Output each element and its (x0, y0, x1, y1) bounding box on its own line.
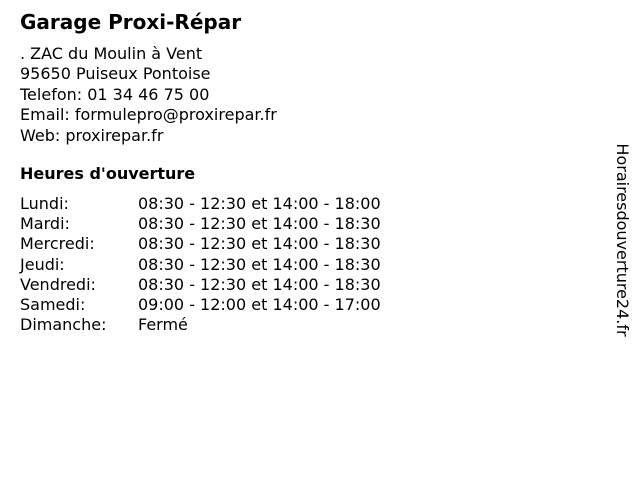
web-line: Web: proxirepar.fr (20, 125, 164, 145)
hours-row-tuesday (20, 214, 580, 234)
hours-row-wednesday (20, 234, 580, 254)
day-label: Samedi: (20, 295, 86, 315)
site-watermark: Horairesdouverture24.fr (613, 143, 632, 337)
business-info-card (20, 10, 580, 335)
address-line-1: . ZAC du Moulin à Vent (20, 44, 203, 63)
time-value: Fermé (138, 315, 188, 335)
day-label: Mardi: (20, 214, 70, 234)
day-label: Jeudi: (20, 254, 65, 274)
hours-row-sunday (20, 315, 580, 335)
hours-row-thursday (20, 255, 580, 275)
time-value: 08:30 - 12:30 et 14:00 - 18:30 (138, 274, 381, 294)
time-value: 08:30 - 12:30 et 14:00 - 18:00 (138, 194, 381, 214)
opening-hours-table (20, 194, 580, 335)
address-line-2: 95650 Puiseux Pontoise (20, 64, 211, 84)
time-value: 08:30 - 12:30 et 14:00 - 18:30 (138, 254, 381, 274)
hours-row-friday (20, 275, 580, 295)
time-value: 08:30 - 12:30 et 14:00 - 18:30 (138, 214, 381, 234)
day-label: Lundi: (20, 194, 69, 214)
time-value: 08:30 - 12:30 et 14:00 - 18:30 (138, 234, 381, 254)
address-block (20, 44, 580, 146)
business-name: Garage Proxi-Répar (20, 10, 242, 34)
hours-row-saturday (20, 295, 580, 315)
opening-hours-title: Heures d'ouverture (20, 164, 196, 184)
day-label: Dimanche: (20, 315, 107, 335)
hours-row-monday (20, 194, 580, 214)
phone-line: Telefon: 01 34 46 75 00 (20, 84, 210, 104)
time-value: 09:00 - 12:00 et 14:00 - 17:00 (138, 295, 381, 315)
email-line: Email: formulepro@proxirepar.fr (20, 105, 277, 125)
day-label: Mercredi: (20, 234, 95, 254)
day-label: Vendredi: (20, 274, 96, 294)
